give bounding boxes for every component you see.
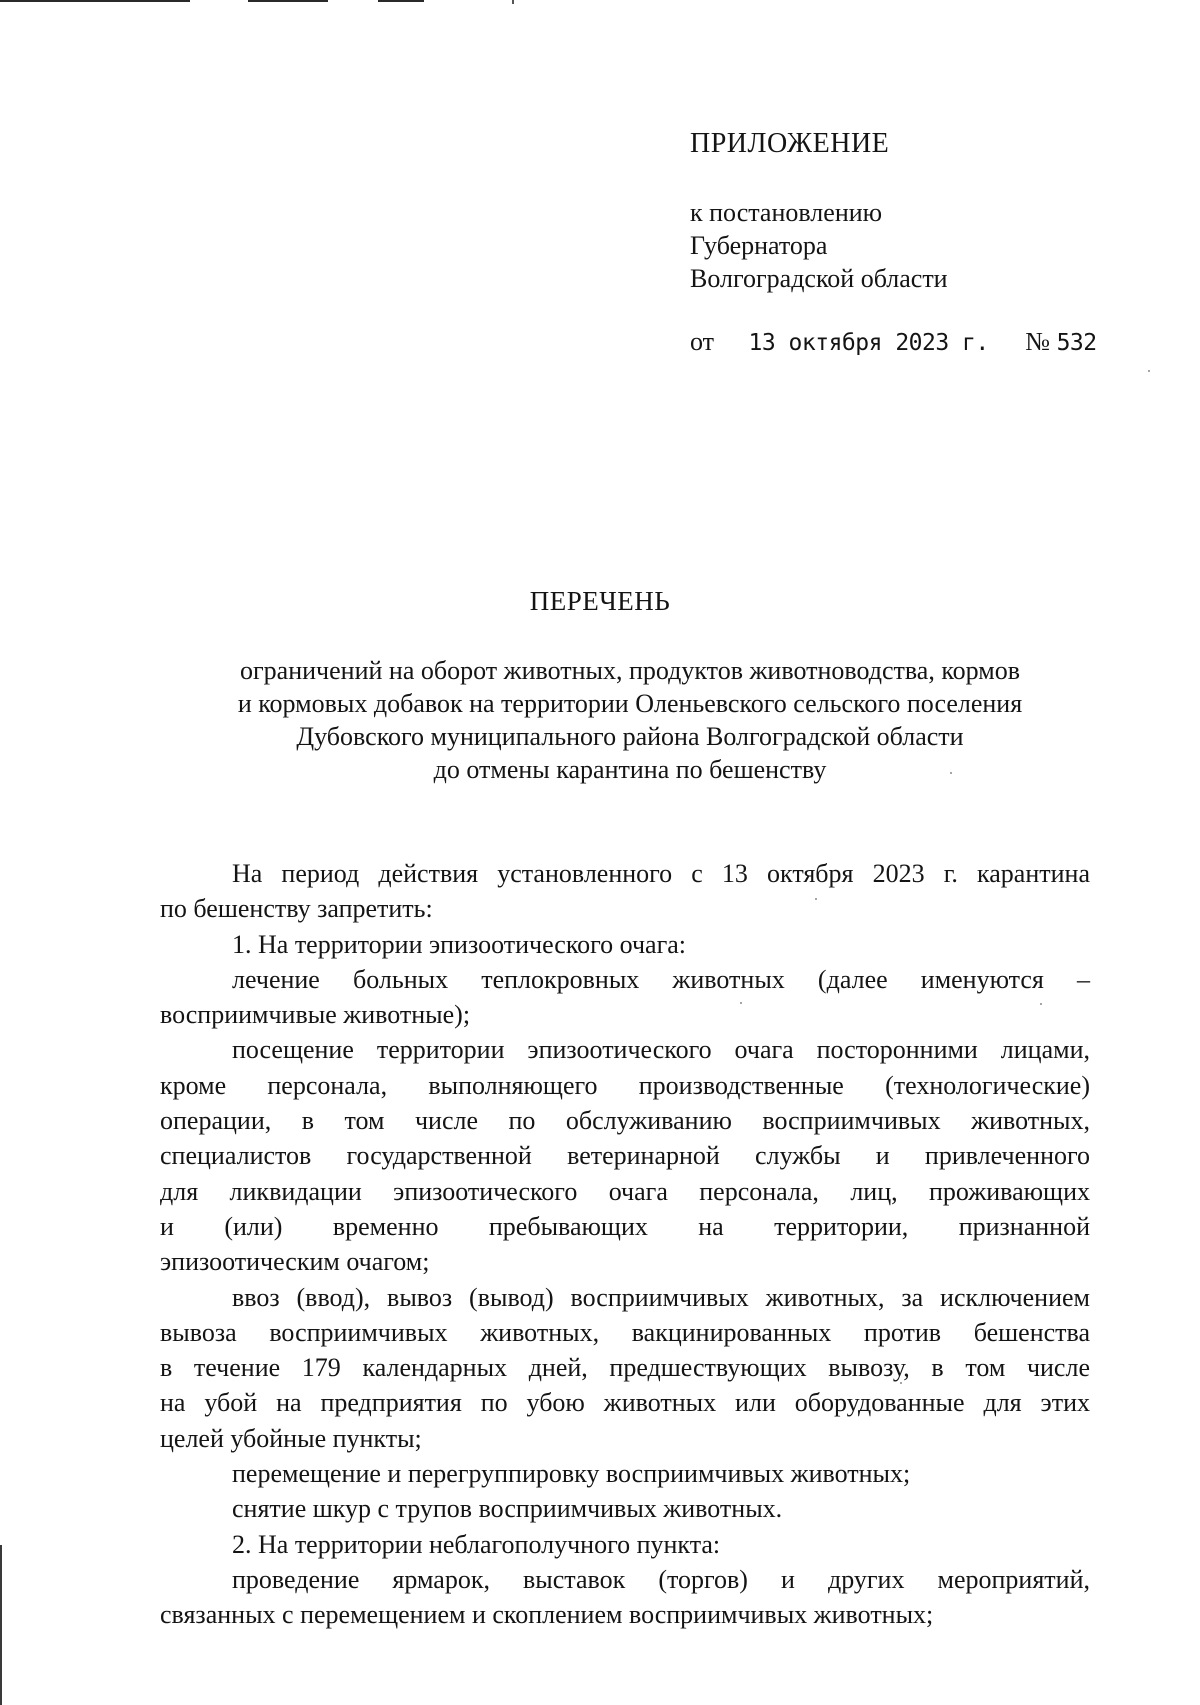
body-line: 1. На территории эпизоотического очага:	[232, 929, 687, 959]
decree-number: 532	[1056, 330, 1097, 356]
body-line: ввоз (ввод), вывоз (вывод) восприимчивых животных, за исключением	[232, 1282, 1090, 1312]
body-line: На период действия установленного с 13 октября 2023 г. карантина	[232, 859, 1090, 888]
body-line: в течение 179 календарных дней, предшествующих вывозу, в том числе	[160, 1353, 1090, 1383]
decree-date-line	[690, 326, 1097, 359]
body-line: лечение больных теплокровных животных (далее именуются –	[232, 964, 1090, 994]
scan-edge-line	[0, 0, 190, 2]
body-line: проведение ярмарок, выставок (торгов) и других мероприятий,	[232, 1564, 1090, 1594]
body-line: для ликвидации эпизоотического очага персонала, лиц, проживающих	[160, 1176, 1090, 1206]
body-line: операции, в том числе по обслуживанию восприимчивых животных,	[160, 1106, 1090, 1136]
subtitle-line: и кормовых добавок на территории Оленьевского сельского поселения	[237, 689, 1023, 718]
decree-reference-line: к постановлению	[690, 198, 883, 227]
number-sign: №	[1025, 327, 1051, 356]
body-line: 2. На территории неблагополучного пункта:	[232, 1529, 721, 1559]
date-prefix: от	[690, 327, 715, 356]
body-line: восприимчивые животные);	[160, 1000, 471, 1030]
scan-left-edge	[0, 1545, 2, 1705]
body-line: по бешенству запретить:	[160, 894, 433, 924]
subtitle-line: Дубовского муниципального района Волгоградской области	[296, 722, 964, 751]
body-line: специалистов государственной ветеринарной службы и привлеченного	[160, 1141, 1090, 1171]
scan-edge-mark	[512, 0, 514, 4]
decree-reference	[690, 196, 948, 295]
scan-edge-line	[378, 0, 424, 2]
scan-edge-line	[248, 0, 328, 2]
body-line: связанных с перемещением и скоплением восприимчивых животных;	[160, 1600, 934, 1630]
decree-reference-line: Губернатора	[690, 231, 828, 260]
appendix-label: ПРИЛОЖЕНИЕ	[690, 128, 890, 159]
decree-reference-line: Волгоградской области	[690, 264, 948, 293]
body-line: эпизоотическим очагом;	[160, 1247, 430, 1277]
body-line: целей убойные пункты;	[160, 1423, 422, 1453]
body-line: вывоза восприимчивых животных, вакцинированных против бешенства	[160, 1317, 1090, 1347]
body-line: кроме персонала, выполняющего производственные (технологические)	[160, 1070, 1090, 1100]
subtitle-line: до отмены карантина по бешенству	[433, 755, 827, 784]
document-title: ПЕРЕЧЕНЬ	[529, 586, 671, 616]
body-line: снятие шкур с трупов восприимчивых животных.	[232, 1494, 783, 1524]
body-line: перемещение и перегруппировку восприимчивых животных;	[232, 1459, 911, 1489]
body-line: на убой на предприятия по убою животных или оборудованные для этих	[160, 1388, 1090, 1418]
subtitle-line: ограничений на оборот животных, продуктов животноводства, кормов	[240, 656, 1020, 685]
scan-speck	[1148, 370, 1150, 372]
decree-date: 13 октября 2023 г.	[748, 330, 989, 356]
body-line: посещение территории эпизоотического очага посторонними лицами,	[232, 1035, 1090, 1065]
document-subtitle	[150, 654, 1110, 786]
body-line: и (или) временно пребывающих на территории, признанной	[160, 1211, 1090, 1241]
document-body	[160, 856, 1090, 1633]
